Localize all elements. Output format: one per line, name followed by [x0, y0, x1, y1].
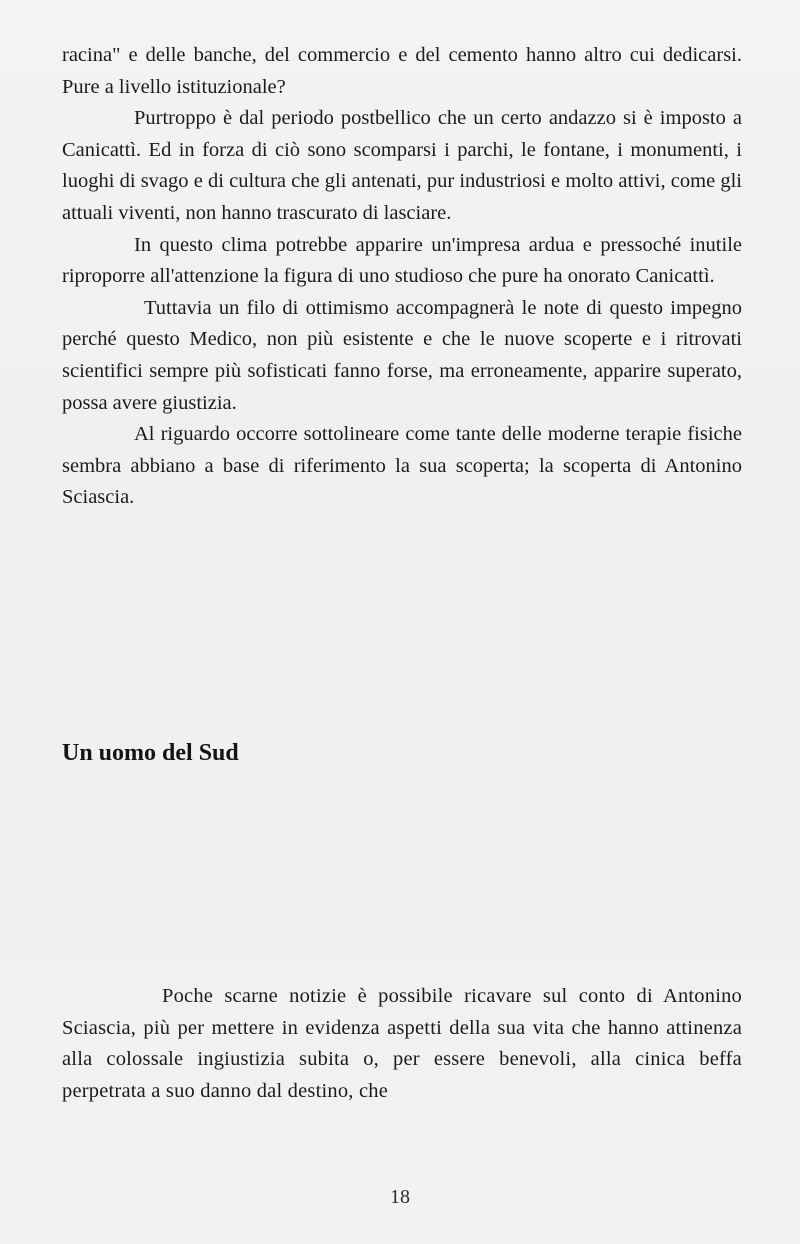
- paragraph-5: Al riguardo occorre sottolineare come tante delle moderne terapie fisiche sembra abbiano a base di riferimento la sua scoperta; la scoperta di Antonino Sciascia.: [62, 423, 742, 509]
- paragraph-6: Poche scarne notizie è possibile ricavare sul conto di Antonino Sciascia, più per mettere in evidenza aspetti della sua vita che hanno attinenza alla colossale ingiustizia subita o, per essere benevoli, alla cinica beffa perpetrata a suo danno dal destino, che: [62, 985, 742, 1102]
- paragraph-1: racina" e delle banche, del commercio e del cemento hanno altro cui dedicarsi. Pure a livello istituzionale?: [62, 44, 742, 98]
- body-text-bottom: [62, 981, 742, 1107]
- paragraph-3: In questo clima potrebbe apparire un'impresa ardua e pressoché inutile riproporre all'attenzione la figura di uno studioso che pure ha onorato Canicattì.: [62, 233, 742, 288]
- paragraph-2: Purtroppo è dal periodo postbellico che un certo andazzo si è imposto a Canicattì. Ed in forza di ciò sono scomparsi i parchi, le fontane, i monumenti, i luoghi di svago e di cultura che gli antenati, pur industriosi e molto attivi, come gli attuali viventi, non hanno trascurato di lasciare.: [62, 107, 742, 224]
- paragraph-4: Tuttavia un filo di ottimismo accompagnerà le note di questo impegno perché questo Medico, non più esistente e che le nuove scoperte e i ritrovati scientifici sempre più sofisticati fanno forse, ma erroneamente, apparire superato, possa avere giustizia.: [62, 296, 742, 414]
- page-number: 18: [390, 1186, 410, 1208]
- body-text-top: [62, 40, 742, 514]
- section-heading: Un uomo del Sud: [62, 740, 239, 766]
